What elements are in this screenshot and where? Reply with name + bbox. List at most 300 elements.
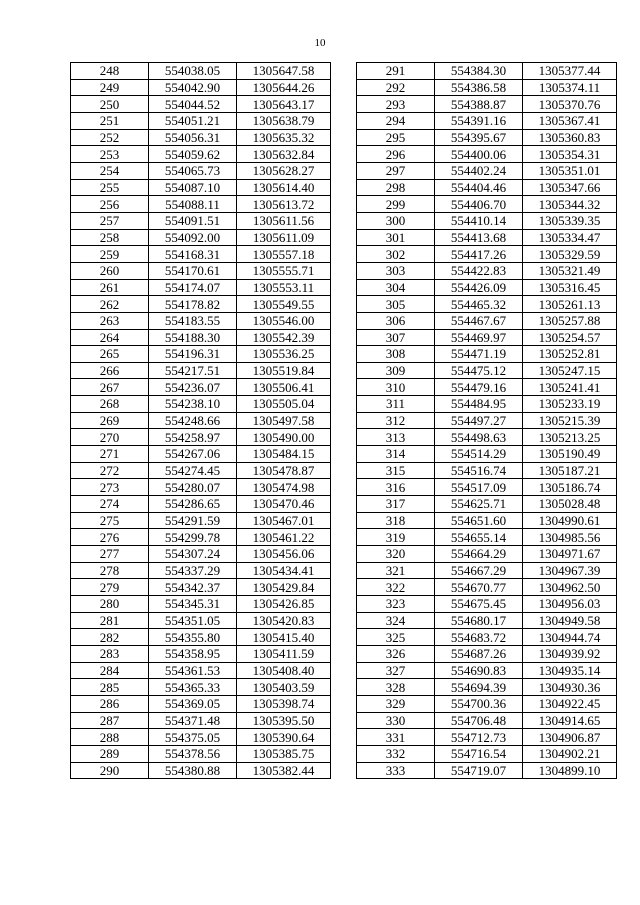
- x-coordinate-cell: 554475.12: [435, 362, 523, 379]
- point-number-cell: 303: [357, 262, 435, 279]
- point-number-cell: 289: [71, 745, 149, 762]
- point-number-cell: 248: [71, 63, 149, 80]
- point-number-cell: 251: [71, 112, 149, 129]
- x-coordinate-cell: 554471.19: [435, 346, 523, 363]
- point-number-cell: 309: [357, 362, 435, 379]
- y-coordinate-cell: 1305484.15: [237, 446, 331, 463]
- table-row: [357, 512, 617, 529]
- table-row: [357, 446, 617, 463]
- table-row: [357, 112, 617, 129]
- x-coordinate-cell: 554299.78: [149, 529, 237, 546]
- x-coordinate-cell: 554498.63: [435, 429, 523, 446]
- y-coordinate-cell: 1305321.49: [523, 262, 617, 279]
- table-row: [357, 612, 617, 629]
- y-coordinate-cell: 1304899.10: [523, 762, 617, 779]
- x-coordinate-cell: 554426.09: [435, 279, 523, 296]
- x-coordinate-cell: 554168.31: [149, 246, 237, 263]
- table-row: [71, 412, 331, 429]
- y-coordinate-cell: 1305415.40: [237, 629, 331, 646]
- y-coordinate-cell: 1305190.49: [523, 446, 617, 463]
- table-row: [357, 729, 617, 746]
- y-coordinate-cell: 1305247.15: [523, 362, 617, 379]
- point-number-cell: 291: [357, 63, 435, 80]
- point-number-cell: 326: [357, 645, 435, 662]
- y-coordinate-cell: 1305628.27: [237, 162, 331, 179]
- x-coordinate-cell: 554687.26: [435, 645, 523, 662]
- x-coordinate-cell: 554088.11: [149, 196, 237, 213]
- y-coordinate-cell: 1305611.56: [237, 212, 331, 229]
- x-coordinate-cell: 554286.65: [149, 496, 237, 513]
- x-coordinate-cell: 554706.48: [435, 712, 523, 729]
- y-coordinate-cell: 1304956.03: [523, 596, 617, 613]
- y-coordinate-cell: 1305233.19: [523, 396, 617, 413]
- y-coordinate-cell: 1305470.46: [237, 496, 331, 513]
- table-row: [71, 546, 331, 563]
- x-coordinate-cell: 554361.53: [149, 662, 237, 679]
- y-coordinate-cell: 1305254.57: [523, 329, 617, 346]
- y-coordinate-cell: 1305367.41: [523, 112, 617, 129]
- y-coordinate-cell: 1305360.83: [523, 129, 617, 146]
- table-row: [357, 679, 617, 696]
- table-row: [71, 179, 331, 196]
- x-coordinate-cell: 554712.73: [435, 729, 523, 746]
- y-coordinate-cell: 1304922.45: [523, 695, 617, 712]
- x-coordinate-cell: 554378.56: [149, 745, 237, 762]
- y-coordinate-cell: 1305546.00: [237, 312, 331, 329]
- y-coordinate-cell: 1304902.21: [523, 745, 617, 762]
- point-number-cell: 286: [71, 695, 149, 712]
- x-coordinate-cell: 554517.09: [435, 479, 523, 496]
- point-number-cell: 294: [357, 112, 435, 129]
- y-coordinate-cell: 1304949.58: [523, 612, 617, 629]
- table-row: [357, 745, 617, 762]
- point-number-cell: 276: [71, 529, 149, 546]
- table-row: [71, 479, 331, 496]
- y-coordinate-cell: 1305490.00: [237, 429, 331, 446]
- table-row: [71, 329, 331, 346]
- y-coordinate-cell: 1305420.83: [237, 612, 331, 629]
- table-row: [71, 112, 331, 129]
- y-coordinate-cell: 1305257.88: [523, 312, 617, 329]
- table-row: [71, 745, 331, 762]
- y-coordinate-cell: 1305647.58: [237, 63, 331, 80]
- table-row: [71, 146, 331, 163]
- x-coordinate-cell: 554395.67: [435, 129, 523, 146]
- y-coordinate-cell: 1305434.41: [237, 562, 331, 579]
- table-row: [357, 362, 617, 379]
- y-coordinate-cell: 1305241.41: [523, 379, 617, 396]
- table-row: [71, 162, 331, 179]
- point-number-cell: 266: [71, 362, 149, 379]
- y-coordinate-cell: 1305347.66: [523, 179, 617, 196]
- point-number-cell: 275: [71, 512, 149, 529]
- point-number-cell: 262: [71, 296, 149, 313]
- point-number-cell: 263: [71, 312, 149, 329]
- x-coordinate-cell: 554092.00: [149, 229, 237, 246]
- x-coordinate-cell: 554675.45: [435, 596, 523, 613]
- table-row: [357, 63, 617, 80]
- table-row: [71, 762, 331, 779]
- table-row: [71, 496, 331, 513]
- table-row: [357, 645, 617, 662]
- x-coordinate-cell: 554413.68: [435, 229, 523, 246]
- point-number-cell: 292: [357, 79, 435, 96]
- x-coordinate-cell: 554365.33: [149, 679, 237, 696]
- y-coordinate-cell: 1305549.55: [237, 296, 331, 313]
- point-number-cell: 281: [71, 612, 149, 629]
- x-coordinate-cell: 554465.32: [435, 296, 523, 313]
- point-number-cell: 331: [357, 729, 435, 746]
- table-row: [357, 579, 617, 596]
- table-row: [357, 262, 617, 279]
- x-coordinate-cell: 554280.07: [149, 479, 237, 496]
- y-coordinate-cell: 1305644.26: [237, 79, 331, 96]
- coordinates-table-left: [70, 62, 331, 779]
- y-coordinate-cell: 1305252.81: [523, 346, 617, 363]
- x-coordinate-cell: 554484.95: [435, 396, 523, 413]
- y-coordinate-cell: 1305411.59: [237, 645, 331, 662]
- point-number-cell: 290: [71, 762, 149, 779]
- y-coordinate-cell: 1305632.84: [237, 146, 331, 163]
- point-number-cell: 323: [357, 596, 435, 613]
- table-row: [71, 96, 331, 113]
- point-number-cell: 297: [357, 162, 435, 179]
- table-row: [357, 229, 617, 246]
- x-coordinate-cell: 554422.83: [435, 262, 523, 279]
- y-coordinate-cell: 1304930.36: [523, 679, 617, 696]
- table-row: [357, 96, 617, 113]
- table-row: [71, 629, 331, 646]
- y-coordinate-cell: 1305557.18: [237, 246, 331, 263]
- x-coordinate-cell: 554380.88: [149, 762, 237, 779]
- point-number-cell: 288: [71, 729, 149, 746]
- y-coordinate-cell: 1305542.39: [237, 329, 331, 346]
- y-coordinate-cell: 1305215.39: [523, 412, 617, 429]
- y-coordinate-cell: 1305467.01: [237, 512, 331, 529]
- x-coordinate-cell: 554044.52: [149, 96, 237, 113]
- point-number-cell: 306: [357, 312, 435, 329]
- point-number-cell: 285: [71, 679, 149, 696]
- table-row: [71, 296, 331, 313]
- table-row: [71, 645, 331, 662]
- y-coordinate-cell: 1305403.59: [237, 679, 331, 696]
- table-row: [357, 329, 617, 346]
- point-number-cell: 302: [357, 246, 435, 263]
- table-row: [357, 712, 617, 729]
- point-number-cell: 280: [71, 596, 149, 613]
- point-number-cell: 312: [357, 412, 435, 429]
- point-number-cell: 319: [357, 529, 435, 546]
- point-number-cell: 300: [357, 212, 435, 229]
- point-number-cell: 267: [71, 379, 149, 396]
- table-row: [71, 512, 331, 529]
- y-coordinate-cell: 1304935.14: [523, 662, 617, 679]
- y-coordinate-cell: 1305261.13: [523, 296, 617, 313]
- y-coordinate-cell: 1304944.74: [523, 629, 617, 646]
- x-coordinate-cell: 554388.87: [435, 96, 523, 113]
- point-number-cell: 258: [71, 229, 149, 246]
- table-row: [357, 412, 617, 429]
- page-number: 10: [314, 37, 326, 49]
- table-row: [71, 396, 331, 413]
- table-row: [71, 79, 331, 96]
- point-number-cell: 308: [357, 346, 435, 363]
- point-number-cell: 274: [71, 496, 149, 513]
- x-coordinate-cell: 554236.07: [149, 379, 237, 396]
- x-coordinate-cell: 554291.59: [149, 512, 237, 529]
- x-coordinate-cell: 554188.30: [149, 329, 237, 346]
- table-row: [357, 79, 617, 96]
- point-number-cell: 299: [357, 196, 435, 213]
- point-number-cell: 296: [357, 146, 435, 163]
- table-row: [357, 296, 617, 313]
- table-row: [71, 346, 331, 363]
- x-coordinate-cell: 554690.83: [435, 662, 523, 679]
- y-coordinate-cell: 1305613.72: [237, 196, 331, 213]
- y-coordinate-cell: 1305354.31: [523, 146, 617, 163]
- y-coordinate-cell: 1305213.25: [523, 429, 617, 446]
- table-row: [71, 562, 331, 579]
- table-row: [71, 462, 331, 479]
- table-row: [357, 196, 617, 213]
- y-coordinate-cell: 1305614.40: [237, 179, 331, 196]
- y-coordinate-cell: 1305334.47: [523, 229, 617, 246]
- y-coordinate-cell: 1305553.11: [237, 279, 331, 296]
- y-coordinate-cell: 1304906.87: [523, 729, 617, 746]
- table-row: [357, 695, 617, 712]
- x-coordinate-cell: 554369.05: [149, 695, 237, 712]
- table-row: [357, 246, 617, 263]
- x-coordinate-cell: 554051.21: [149, 112, 237, 129]
- x-coordinate-cell: 554417.26: [435, 246, 523, 263]
- point-number-cell: 265: [71, 346, 149, 363]
- x-coordinate-cell: 554059.62: [149, 146, 237, 163]
- point-number-cell: 271: [71, 446, 149, 463]
- point-number-cell: 279: [71, 579, 149, 596]
- x-coordinate-cell: 554307.24: [149, 546, 237, 563]
- x-coordinate-cell: 554351.05: [149, 612, 237, 629]
- x-coordinate-cell: 554217.51: [149, 362, 237, 379]
- table-row: [357, 596, 617, 613]
- table-row: [357, 346, 617, 363]
- table-row: [357, 429, 617, 446]
- y-coordinate-cell: 1305390.64: [237, 729, 331, 746]
- table-row: [71, 129, 331, 146]
- x-coordinate-cell: 554410.14: [435, 212, 523, 229]
- y-coordinate-cell: 1305474.98: [237, 479, 331, 496]
- y-coordinate-cell: 1305377.44: [523, 63, 617, 80]
- x-coordinate-cell: 554248.66: [149, 412, 237, 429]
- table-row: [71, 712, 331, 729]
- x-coordinate-cell: 554670.77: [435, 579, 523, 596]
- table-row: [71, 212, 331, 229]
- x-coordinate-cell: 554056.31: [149, 129, 237, 146]
- point-number-cell: 256: [71, 196, 149, 213]
- point-number-cell: 316: [357, 479, 435, 496]
- y-coordinate-cell: 1305638.79: [237, 112, 331, 129]
- x-coordinate-cell: 554238.10: [149, 396, 237, 413]
- table-row: [357, 662, 617, 679]
- point-number-cell: 318: [357, 512, 435, 529]
- point-number-cell: 301: [357, 229, 435, 246]
- table-row: [357, 396, 617, 413]
- x-coordinate-cell: 554683.72: [435, 629, 523, 646]
- point-number-cell: 293: [357, 96, 435, 113]
- point-number-cell: 270: [71, 429, 149, 446]
- y-coordinate-cell: 1304967.39: [523, 562, 617, 579]
- point-number-cell: 311: [357, 396, 435, 413]
- x-coordinate-cell: 554267.06: [149, 446, 237, 463]
- table-row: [71, 196, 331, 213]
- table-row: [357, 129, 617, 146]
- table-row: [71, 679, 331, 696]
- x-coordinate-cell: 554479.16: [435, 379, 523, 396]
- table-row: [357, 629, 617, 646]
- table-row: [71, 279, 331, 296]
- y-coordinate-cell: 1304971.67: [523, 546, 617, 563]
- point-number-cell: 264: [71, 329, 149, 346]
- point-number-cell: 283: [71, 645, 149, 662]
- y-coordinate-cell: 1305611.09: [237, 229, 331, 246]
- point-number-cell: 328: [357, 679, 435, 696]
- point-number-cell: 295: [357, 129, 435, 146]
- table-row: [357, 279, 617, 296]
- y-coordinate-cell: 1305316.45: [523, 279, 617, 296]
- point-number-cell: 287: [71, 712, 149, 729]
- y-coordinate-cell: 1304914.65: [523, 712, 617, 729]
- point-number-cell: 298: [357, 179, 435, 196]
- x-coordinate-cell: 554042.90: [149, 79, 237, 96]
- point-number-cell: 277: [71, 546, 149, 563]
- point-number-cell: 260: [71, 262, 149, 279]
- x-coordinate-cell: 554174.07: [149, 279, 237, 296]
- point-number-cell: 329: [357, 695, 435, 712]
- x-coordinate-cell: 554337.29: [149, 562, 237, 579]
- y-coordinate-cell: 1305187.21: [523, 462, 617, 479]
- point-number-cell: 305: [357, 296, 435, 313]
- x-coordinate-cell: 554404.46: [435, 179, 523, 196]
- x-coordinate-cell: 554719.07: [435, 762, 523, 779]
- y-coordinate-cell: 1305426.85: [237, 596, 331, 613]
- y-coordinate-cell: 1305028.48: [523, 496, 617, 513]
- y-coordinate-cell: 1305370.76: [523, 96, 617, 113]
- table-row: [71, 379, 331, 396]
- table-row: [71, 312, 331, 329]
- x-coordinate-cell: 554514.29: [435, 446, 523, 463]
- point-number-cell: 324: [357, 612, 435, 629]
- x-coordinate-cell: 554342.37: [149, 579, 237, 596]
- x-coordinate-cell: 554700.36: [435, 695, 523, 712]
- x-coordinate-cell: 554469.97: [435, 329, 523, 346]
- x-coordinate-cell: 554516.74: [435, 462, 523, 479]
- x-coordinate-cell: 554087.10: [149, 179, 237, 196]
- table-row: [357, 479, 617, 496]
- x-coordinate-cell: 554091.51: [149, 212, 237, 229]
- y-coordinate-cell: 1305505.04: [237, 396, 331, 413]
- y-coordinate-cell: 1305519.84: [237, 362, 331, 379]
- table-row: [357, 179, 617, 196]
- point-number-cell: 268: [71, 396, 149, 413]
- table-row: [357, 162, 617, 179]
- point-number-cell: 253: [71, 146, 149, 163]
- table-row: [71, 229, 331, 246]
- y-coordinate-cell: 1305395.50: [237, 712, 331, 729]
- x-coordinate-cell: 554170.61: [149, 262, 237, 279]
- point-number-cell: 261: [71, 279, 149, 296]
- table-row: [71, 612, 331, 629]
- x-coordinate-cell: 554625.71: [435, 496, 523, 513]
- x-coordinate-cell: 554391.16: [435, 112, 523, 129]
- y-coordinate-cell: 1305344.32: [523, 196, 617, 213]
- x-coordinate-cell: 554358.95: [149, 645, 237, 662]
- y-coordinate-cell: 1305643.17: [237, 96, 331, 113]
- point-number-cell: 269: [71, 412, 149, 429]
- x-coordinate-cell: 554178.82: [149, 296, 237, 313]
- table-row: [357, 762, 617, 779]
- point-number-cell: 250: [71, 96, 149, 113]
- table-row: [357, 212, 617, 229]
- x-coordinate-cell: 554386.58: [435, 79, 523, 96]
- point-number-cell: 254: [71, 162, 149, 179]
- x-coordinate-cell: 554345.31: [149, 596, 237, 613]
- table-row: [71, 662, 331, 679]
- y-coordinate-cell: 1305339.35: [523, 212, 617, 229]
- table-row: [71, 362, 331, 379]
- y-coordinate-cell: 1304990.61: [523, 512, 617, 529]
- x-coordinate-cell: 554651.60: [435, 512, 523, 529]
- y-coordinate-cell: 1305382.44: [237, 762, 331, 779]
- point-number-cell: 273: [71, 479, 149, 496]
- point-number-cell: 304: [357, 279, 435, 296]
- x-coordinate-cell: 554274.45: [149, 462, 237, 479]
- x-coordinate-cell: 554065.73: [149, 162, 237, 179]
- point-number-cell: 272: [71, 462, 149, 479]
- y-coordinate-cell: 1305186.74: [523, 479, 617, 496]
- x-coordinate-cell: 554371.48: [149, 712, 237, 729]
- x-coordinate-cell: 554497.27: [435, 412, 523, 429]
- point-number-cell: 320: [357, 546, 435, 563]
- y-coordinate-cell: 1305385.75: [237, 745, 331, 762]
- y-coordinate-cell: 1305635.32: [237, 129, 331, 146]
- table-row: [357, 546, 617, 563]
- point-number-cell: 278: [71, 562, 149, 579]
- point-number-cell: 257: [71, 212, 149, 229]
- y-coordinate-cell: 1304939.92: [523, 645, 617, 662]
- table-row: [357, 379, 617, 396]
- table-row: [71, 579, 331, 596]
- x-coordinate-cell: 554402.24: [435, 162, 523, 179]
- y-coordinate-cell: 1305506.41: [237, 379, 331, 396]
- x-coordinate-cell: 554467.67: [435, 312, 523, 329]
- y-coordinate-cell: 1305461.22: [237, 529, 331, 546]
- point-number-cell: 314: [357, 446, 435, 463]
- point-number-cell: 321: [357, 562, 435, 579]
- x-coordinate-cell: 554680.17: [435, 612, 523, 629]
- point-number-cell: 332: [357, 745, 435, 762]
- point-number-cell: 325: [357, 629, 435, 646]
- y-coordinate-cell: 1305536.25: [237, 346, 331, 363]
- x-coordinate-cell: 554183.55: [149, 312, 237, 329]
- point-number-cell: 333: [357, 762, 435, 779]
- y-coordinate-cell: 1305456.06: [237, 546, 331, 563]
- y-coordinate-cell: 1305351.01: [523, 162, 617, 179]
- point-number-cell: 310: [357, 379, 435, 396]
- table-row: [357, 146, 617, 163]
- point-number-cell: 317: [357, 496, 435, 513]
- x-coordinate-cell: 554694.39: [435, 679, 523, 696]
- x-coordinate-cell: 554196.31: [149, 346, 237, 363]
- point-number-cell: 284: [71, 662, 149, 679]
